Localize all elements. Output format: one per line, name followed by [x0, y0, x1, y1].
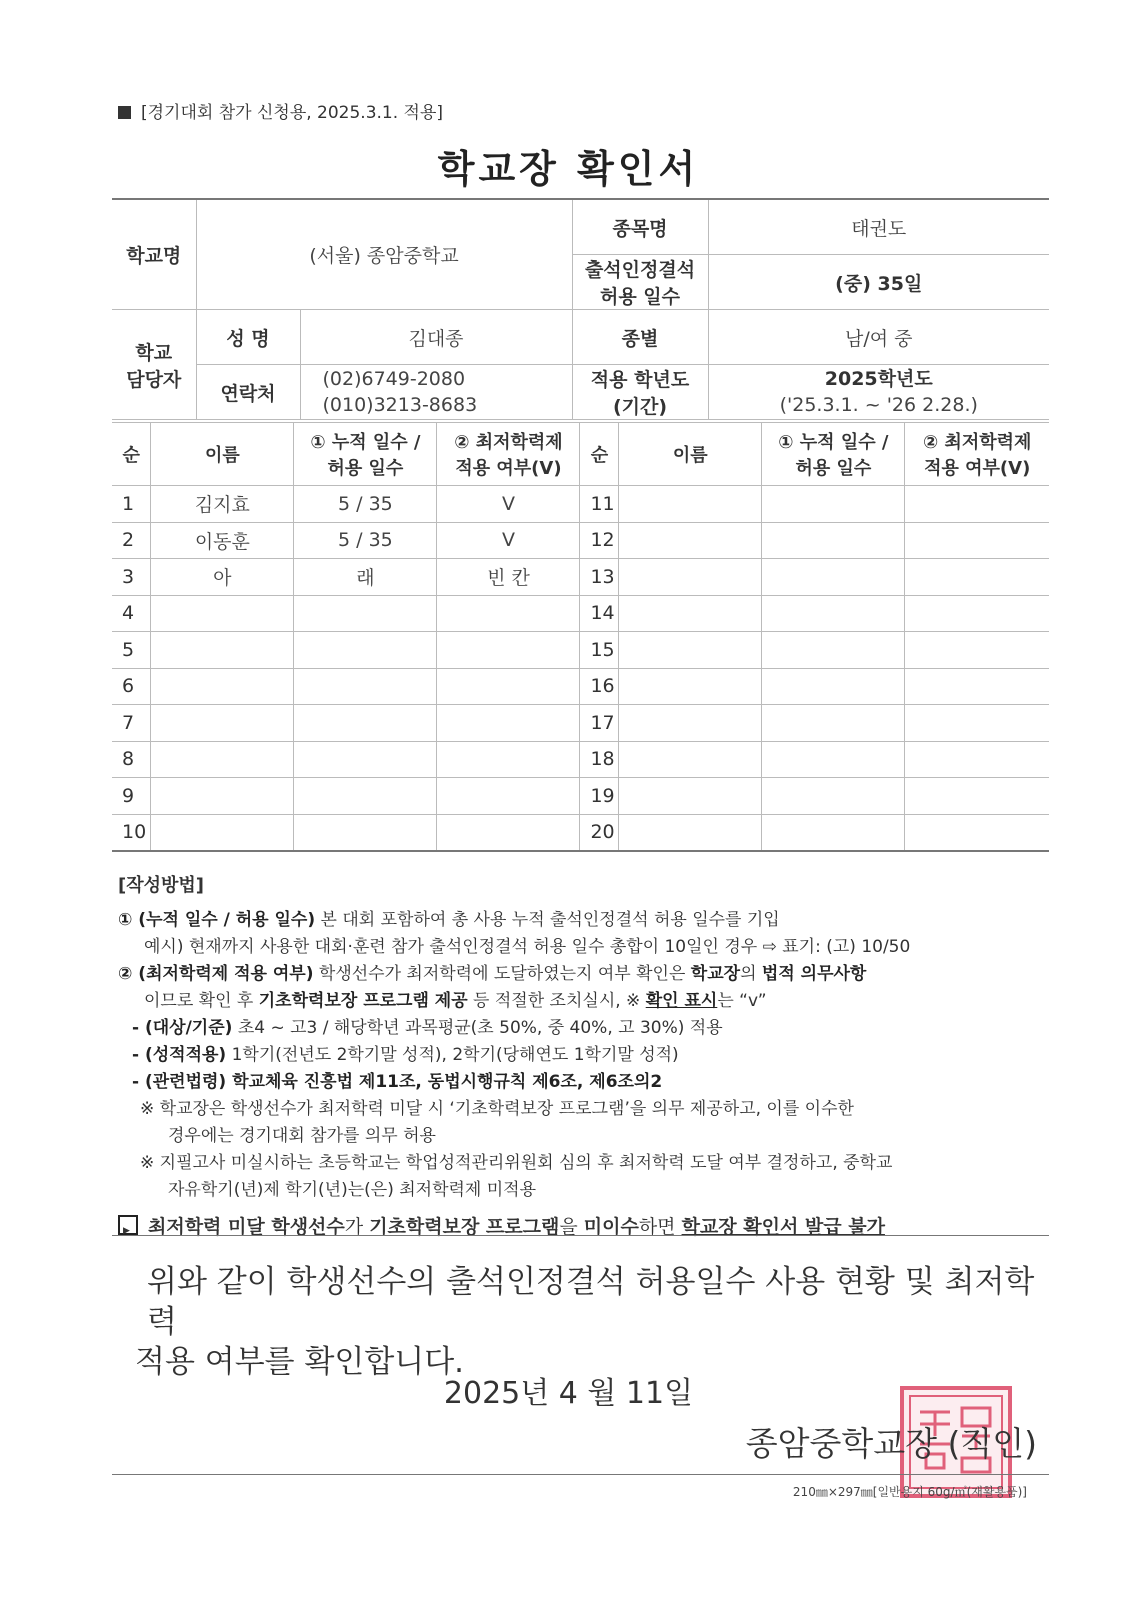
paper-spec-footer: 210㎜×297㎜[일반용지 60g/㎡(재활용품)] [792, 1485, 1027, 1499]
row-num: 1 [112, 486, 151, 523]
instructions-heading: [작성방법] [118, 875, 205, 896]
row-num: 6 [112, 668, 151, 705]
student-name-2 [619, 632, 762, 669]
row-num-2: 19 [580, 778, 619, 815]
signer: 종암중학교장 (직인) [745, 1424, 1037, 1463]
student-min [437, 668, 580, 705]
instruction-1-text: 본 대회 포함하여 총 사용 누적 출석인정결석 허용 일수를 기입 [315, 910, 780, 930]
min-header-2-line2: 적용 여부(V) [924, 458, 1031, 479]
student-min [437, 741, 580, 778]
contact-person-label [112, 310, 196, 420]
student-days: 5 / 35 [294, 522, 437, 559]
student-name-2 [619, 741, 762, 778]
student-days-2 [762, 814, 905, 851]
category-label: 종별 [572, 310, 708, 365]
student-name [151, 741, 294, 778]
final-d: 을 [559, 1216, 584, 1238]
row-num-2: 12 [580, 522, 619, 559]
student-list-table [112, 422, 1049, 852]
contact-label-line2: 담당자 [126, 368, 182, 391]
instruction-4-text-3: 는 “v” [717, 991, 767, 1011]
student-min-2 [905, 814, 1049, 851]
student-name: 아 [151, 559, 294, 596]
days-header-2-line1: ① 누적 일수 / [778, 432, 889, 453]
student-name-2 [619, 705, 762, 742]
table-row [112, 522, 1049, 559]
confirmation-line-1: 위와 같이 학생선수의 출석인정결석 허용일수 사용 현황 및 최저학력 [147, 1264, 1035, 1340]
sport-label: 종목명 [572, 199, 708, 255]
days-header-line1: ① 누적 일수 / [310, 432, 421, 453]
divider-top [112, 1235, 1049, 1236]
confirmation-text [135, 1262, 1035, 1382]
student-days-2 [762, 486, 905, 523]
instruction-1-bold: ① (누적 일수 / 허용 일수) [118, 910, 316, 930]
student-days [294, 632, 437, 669]
arrow-box-icon [118, 1215, 138, 1235]
student-days [294, 741, 437, 778]
school-label: 학교명 [112, 199, 196, 310]
phone-label: 연락처 [196, 365, 300, 420]
instruction-3-bold-2: 학교장 [690, 964, 741, 984]
student-min: 빈 칸 [437, 559, 580, 596]
school-value: (서울) 종암중학교 [196, 199, 572, 310]
student-days-2 [762, 778, 905, 815]
student-min-2 [905, 595, 1049, 632]
student-min-2 [905, 668, 1049, 705]
table-row [112, 741, 1049, 778]
student-days-2 [762, 668, 905, 705]
final-b: 가 [344, 1216, 370, 1238]
table-row [112, 632, 1049, 669]
row-num-2: 13 [580, 559, 619, 596]
min-header-2-line1: ② 최저학력제 [922, 432, 1032, 453]
row-num-2: 15 [580, 632, 619, 669]
table-row [112, 668, 1049, 705]
days-header-2-line2: 허용 일수 [795, 458, 872, 479]
student-name [151, 668, 294, 705]
student-min-2 [905, 632, 1049, 669]
student-name-2 [619, 559, 762, 596]
contact-label-line1: 학교 [135, 341, 173, 364]
student-name [151, 595, 294, 632]
student-name-2 [619, 668, 762, 705]
name-label: 성 명 [196, 310, 300, 365]
student-days [294, 778, 437, 815]
header-note [118, 98, 443, 123]
student-min [437, 705, 580, 742]
table-row [112, 486, 1049, 523]
row-num: 2 [112, 522, 151, 559]
year-value [708, 365, 1049, 420]
seq-header: 순 [112, 423, 151, 486]
attendance-label-line2: 허용 일수 [599, 286, 681, 308]
student-name-2 [619, 814, 762, 851]
seq-header-2: 순 [580, 423, 619, 486]
phone-1: (02)6749-2080 [322, 368, 466, 390]
attendance-value: (중) 35일 [708, 255, 1049, 310]
final-g: 학교장 확인서 발급 불가 [681, 1216, 885, 1238]
final-c: 기초학력보장 프로그램 [369, 1216, 560, 1238]
phone-2: (010)3213-8683 [322, 394, 478, 416]
table-row [112, 559, 1049, 596]
row-num: 10 [112, 814, 151, 851]
row-num-2: 18 [580, 741, 619, 778]
attendance-label [572, 255, 708, 310]
row-num-2: 16 [580, 668, 619, 705]
student-days: 5 / 35 [294, 486, 437, 523]
final-a: 최저학력 미달 학생선수 [148, 1216, 345, 1238]
student-name-2 [619, 778, 762, 815]
instruction-4-underline: 확인 표시 [645, 991, 718, 1011]
student-days-2 [762, 522, 905, 559]
year-label-line1: 적용 학년도 [590, 369, 690, 391]
instructions-section [118, 872, 1048, 1241]
instruction-4-bold: 기초학력보장 프로그램 제공 [258, 991, 468, 1011]
student-days [294, 595, 437, 632]
instruction-3-bold-3: 법적 의무사항 [761, 964, 867, 984]
row-num-2: 14 [580, 595, 619, 632]
instruction-line-7 [118, 1069, 1048, 1096]
student-name: 이동훈 [151, 522, 294, 559]
student-days [294, 814, 437, 851]
student-min-2 [905, 778, 1049, 815]
student-name-2 [619, 486, 762, 523]
final-f: 하면 [638, 1216, 682, 1238]
min-header-line1: ② 최저학력제 [454, 432, 563, 453]
student-name [151, 778, 294, 815]
year-label [572, 365, 708, 420]
instruction-5-text: 초4 ~ 고3 / 해당학년 과목평균(초 50%, 중 40%, 고 30%) 적용 [232, 1018, 723, 1038]
student-name-2 [619, 595, 762, 632]
student-days-2 [762, 632, 905, 669]
student-name-2 [619, 522, 762, 559]
attendance-label-line1: 출석인정결석 [584, 259, 696, 281]
row-num-2: 20 [580, 814, 619, 851]
student-days-2 [762, 559, 905, 596]
final-notice [118, 1214, 1048, 1241]
instruction-3-bold: ② (최저학력제 적용 여부) [118, 964, 314, 984]
days-header-line2: 허용 일수 [327, 458, 404, 479]
row-num-2: 11 [580, 486, 619, 523]
sport-value: 태권도 [708, 199, 1049, 255]
student-min [437, 595, 580, 632]
student-min-2 [905, 522, 1049, 559]
student-days-2 [762, 741, 905, 778]
page-title: 학교장 확인서 [437, 147, 700, 191]
min-header [437, 423, 580, 486]
student-name [151, 814, 294, 851]
student-min: V [437, 522, 580, 559]
instruction-line-4 [118, 988, 1048, 1015]
student-days [294, 668, 437, 705]
final-e: 미이수 [583, 1216, 639, 1238]
instruction-5-bold: - (대상/기준) [132, 1018, 233, 1038]
table-row [112, 778, 1049, 815]
student-days: 래 [294, 559, 437, 596]
row-num: 8 [112, 741, 151, 778]
table-row [112, 814, 1049, 851]
days-header [294, 423, 437, 486]
instruction-line-1 [118, 907, 1048, 934]
days-header-2 [762, 423, 905, 486]
instruction-line-9: 경우에는 경기대회 참가를 의무 허용 [168, 1126, 436, 1146]
instruction-4-text-2: 등 적절한 조치실시, ※ [467, 991, 646, 1011]
instruction-line-5 [118, 1015, 1048, 1042]
row-num: 5 [112, 632, 151, 669]
category-value: 남/여 중 [708, 310, 1049, 365]
instruction-7-bold: - (관련법령) 학교체육 진흥법 제11조, 동법시행규칙 제6조, 제6조의2 [132, 1072, 663, 1092]
student-min-2 [905, 705, 1049, 742]
table-row [112, 595, 1049, 632]
instruction-6-text: 1학기(전년도 2학기말 성적), 2학기(당해연도 1학기말 성적) [226, 1045, 679, 1065]
row-num: 9 [112, 778, 151, 815]
student-min-2 [905, 486, 1049, 523]
student-days-2 [762, 595, 905, 632]
square-bullet-icon [118, 106, 131, 119]
instruction-3-text: 학생선수가 최저학력에 도달하였는지 여부 확인은 [313, 964, 691, 984]
instruction-line-6 [118, 1042, 1048, 1069]
student-days-2 [762, 705, 905, 742]
header-note-text: [경기대회 참가 신청용, 2025.3.1. 적용] [141, 103, 444, 123]
instruction-line-10: ※ 지필고사 미실시하는 초등학교는 학업성적관리위원회 심의 후 최저학력 도달 여부 결정하고, 중학교 [140, 1153, 893, 1173]
row-num: 7 [112, 705, 151, 742]
instruction-4-text: 이므로 확인 후 [144, 991, 259, 1011]
student-min-2 [905, 741, 1049, 778]
confirmation-line-2: 적용 여부를 확인합니다. [135, 1344, 465, 1380]
instruction-line-2: 예시) 현재까지 사용한 대회·훈련 참가 출석인정결석 허용 일수 총합이 10일인 경우 ⇨ 표기: (고) 10/50 [144, 937, 911, 957]
phone-value [300, 365, 572, 420]
row-num: 3 [112, 559, 151, 596]
year-value-line1: 2025학년도 [824, 368, 933, 390]
student-days [294, 705, 437, 742]
instruction-line-11: 자유학기(년)제 학기(년)는(은) 최저학력제 미적용 [168, 1180, 537, 1200]
row-num: 4 [112, 595, 151, 632]
name-value: 김대종 [300, 310, 572, 365]
row-num-2: 17 [580, 705, 619, 742]
min-header-2 [905, 423, 1049, 486]
min-header-line2: 적용 여부(V) [455, 458, 562, 479]
name-header-2: 이름 [619, 423, 762, 486]
instruction-line-8: ※ 학교장은 학생선수가 최저학력 미달 시 ‘기초학력보장 프로그램’을 의무 제공하고, 이를 이수한 [140, 1099, 854, 1119]
instruction-3-text-2: 의 [740, 964, 762, 984]
student-name [151, 705, 294, 742]
student-min [437, 814, 580, 851]
year-label-line2: (기간) [612, 396, 668, 418]
student-min [437, 632, 580, 669]
student-min: V [437, 486, 580, 523]
year-value-line2: ('25.3.1. ~ '26 2.28.) [779, 394, 978, 416]
issue-date: 2025년 4 월 11일 [443, 1376, 694, 1411]
instruction-line-3 [118, 961, 1048, 988]
divider-bottom [112, 1474, 1049, 1475]
list-header-row [112, 423, 1049, 486]
table-row [112, 705, 1049, 742]
student-min [437, 778, 580, 815]
student-name [151, 632, 294, 669]
name-header: 이름 [151, 423, 294, 486]
student-min-2 [905, 559, 1049, 596]
info-table [112, 198, 1049, 420]
student-name: 김지효 [151, 486, 294, 523]
instruction-6-bold: - (성적적용) [132, 1045, 227, 1065]
